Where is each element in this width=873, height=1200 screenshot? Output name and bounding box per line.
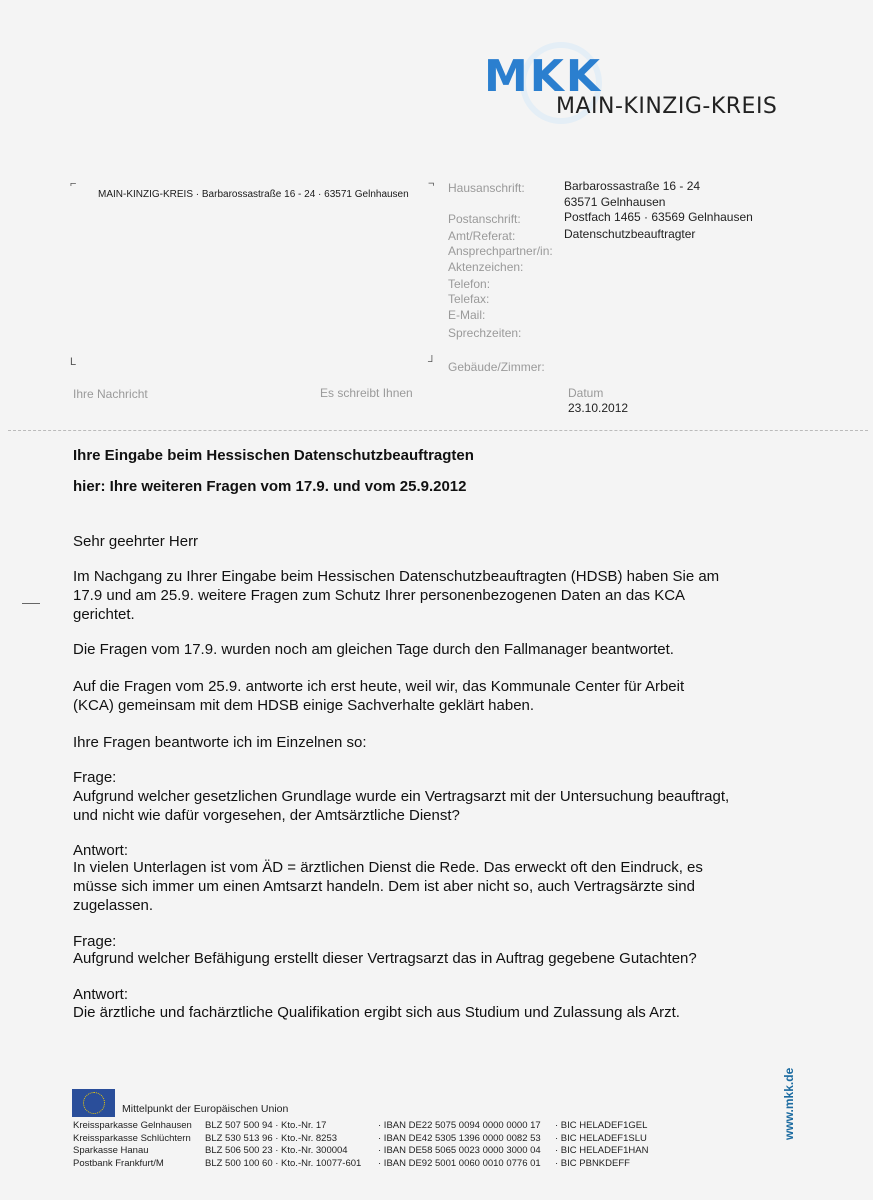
info-label: Aktenzeichen: — [448, 260, 524, 274]
paragraph-line: In vielen Unterlagen ist vom ÄD = ärztlichen Dienst die Rede. Das erweckt oft den Eindruck, es — [73, 859, 703, 876]
info-value: Barbarossastraße 16 - 24 — [564, 179, 701, 193]
bank-cell: · IBAN DE42 5305 1396 0000 0082 53 — [378, 1132, 541, 1144]
writer-label: Es schreibt Ihnen — [320, 386, 413, 400]
info-label: Telefon: — [448, 277, 491, 291]
bank-cell: Postbank Frankfurt/M — [73, 1157, 164, 1169]
paragraph-line: Die Fragen vom 17.9. wurden noch am gleichen Tage durch den Fallmanager beantwortet. — [73, 641, 674, 658]
paragraph-line: Die ärztliche und fachärztliche Qualifikation ergibt sich aus Studium und Zulassung als Arzt. — [73, 1004, 680, 1021]
paragraph-line: zugelassen. — [73, 897, 154, 914]
corner-mark: ¬ — [428, 178, 435, 190]
paragraph-line: Antwort: — [73, 986, 129, 1003]
corner-mark: L — [70, 356, 77, 368]
building-label: Gebäude/Zimmer: — [448, 360, 545, 374]
subject-line: Ihre Eingabe beim Hessischen Datenschutzbeauftragten — [73, 447, 474, 464]
bank-cell: · IBAN DE22 5075 0094 0000 0000 17 — [378, 1120, 541, 1131]
paragraph-line: Ihre Fragen beantworte ich im Einzelnen so: — [73, 734, 367, 751]
bank-cell: Kreissparkasse Gelnhausen — [73, 1120, 192, 1131]
paragraph-line: Aufgrund welcher gesetzlichen Grundlage wurde ein Vertragsarzt mit der Untersuchung beauftragt, — [73, 788, 730, 805]
bank-cell: BLZ 507 500 94 · Kto.-Nr. 17 — [205, 1120, 327, 1131]
paragraph-line: und nicht wie dafür vorgesehen, der Amtsärztliche Dienst? — [73, 807, 460, 824]
corner-mark: ⌐ — [70, 178, 77, 190]
fold-mark — [22, 603, 40, 604]
info-label: Ansprechpartner/in: — [448, 244, 553, 258]
paragraph-line: müsse sich immer um einen Amtsarzt handeln. Dem ist aber nicht so, auch Vertragsärzte sind — [73, 878, 695, 895]
salutation: Sehr geehrter Herr — [73, 533, 199, 550]
paragraph-line: Aufgrund welcher Befähigung erstellt dieser Vertragsarzt das in Auftrag gegebene Gutachten? — [73, 950, 697, 967]
info-label: Hausanschrift: — [448, 181, 525, 195]
paragraph-line: Im Nachgang zu Ihrer Eingabe beim Hessischen Datenschutzbeauftragten (HDSB) haben Sie am — [73, 568, 720, 585]
paragraph-line: Frage: — [73, 933, 117, 950]
bank-cell: BLZ 506 500 23 · Kto.-Nr. 300004 — [205, 1145, 348, 1156]
bank-cell: · BIC HELADEF1HAN — [555, 1145, 649, 1156]
info-value: Postfach 1465 · 63569 Gelnhausen — [564, 210, 753, 224]
paragraph-line: 17.9 und am 25.9. weitere Fragen zum Schutz Ihrer personenbezogenen Daten an das KCA — [73, 587, 686, 604]
bank-cell: · BIC HELADEF1SLU — [555, 1132, 647, 1144]
bank-cell: Sparkasse Hanau — [73, 1145, 149, 1156]
date-value: 23.10.2012 — [568, 401, 629, 415]
paragraph-line: (KCA) gemeinsam mit dem HDSB einige Sachverhalte geklärt haben. — [73, 697, 535, 714]
divider — [8, 430, 868, 431]
eu-text: Mittelpunkt der Europäischen Union — [122, 1103, 289, 1115]
bank-cell: · IBAN DE58 5065 0023 0000 3000 04 — [378, 1145, 541, 1156]
bank-cell: BLZ 500 100 60 · Kto.-Nr. 10077-601 — [205, 1157, 362, 1169]
info-label: Postanschrift: — [448, 212, 521, 226]
paragraph-line: gerichtet. — [73, 606, 135, 623]
corner-mark: ┘ — [428, 356, 436, 368]
bank-cell: BLZ 530 513 96 · Kto.-Nr. 8253 — [205, 1132, 338, 1144]
info-label: Amt/Referat: — [448, 229, 516, 243]
website-link[interactable]: www.mkk.de — [782, 1067, 796, 1140]
info-value: Datenschutzbeauftragter — [564, 227, 696, 241]
logo-name: MAIN-KINZIG-KREIS — [556, 94, 778, 119]
info-value: 63571 Gelnhausen — [564, 195, 666, 209]
your-message-label: Ihre Nachricht — [73, 387, 148, 401]
info-label: Telefax: — [448, 292, 490, 306]
subject-line: hier: Ihre weiteren Fragen vom 17.9. und vom 25.9.2012 — [73, 478, 467, 495]
bank-cell: Kreissparkasse Schlüchtern — [73, 1132, 191, 1144]
bank-cell: · BIC HELADEF1GEL — [555, 1120, 648, 1131]
paragraph-line: Antwort: — [73, 842, 129, 859]
info-label: E-Mail: — [448, 308, 486, 322]
paragraph-line: Frage: — [73, 769, 117, 786]
sender-line: MAIN-KINZIG-KREIS · Barbarossastraße 16 - 24 · 63571 Gelnhausen — [98, 189, 409, 200]
info-label: Sprechzeiten: — [448, 326, 522, 340]
logo-abbr: MKK — [484, 51, 602, 102]
bank-cell: · IBAN DE92 5001 0060 0010 0776 01 — [378, 1157, 541, 1169]
paragraph-line: Auf die Fragen vom 25.9. antworte ich erst heute, weil wir, das Kommunale Center für Arbeit — [73, 678, 685, 695]
bank-cell: · BIC PBNKDEFF — [555, 1157, 630, 1169]
date-label: Datum — [568, 386, 604, 400]
eu-flag-icon — [72, 1089, 115, 1117]
